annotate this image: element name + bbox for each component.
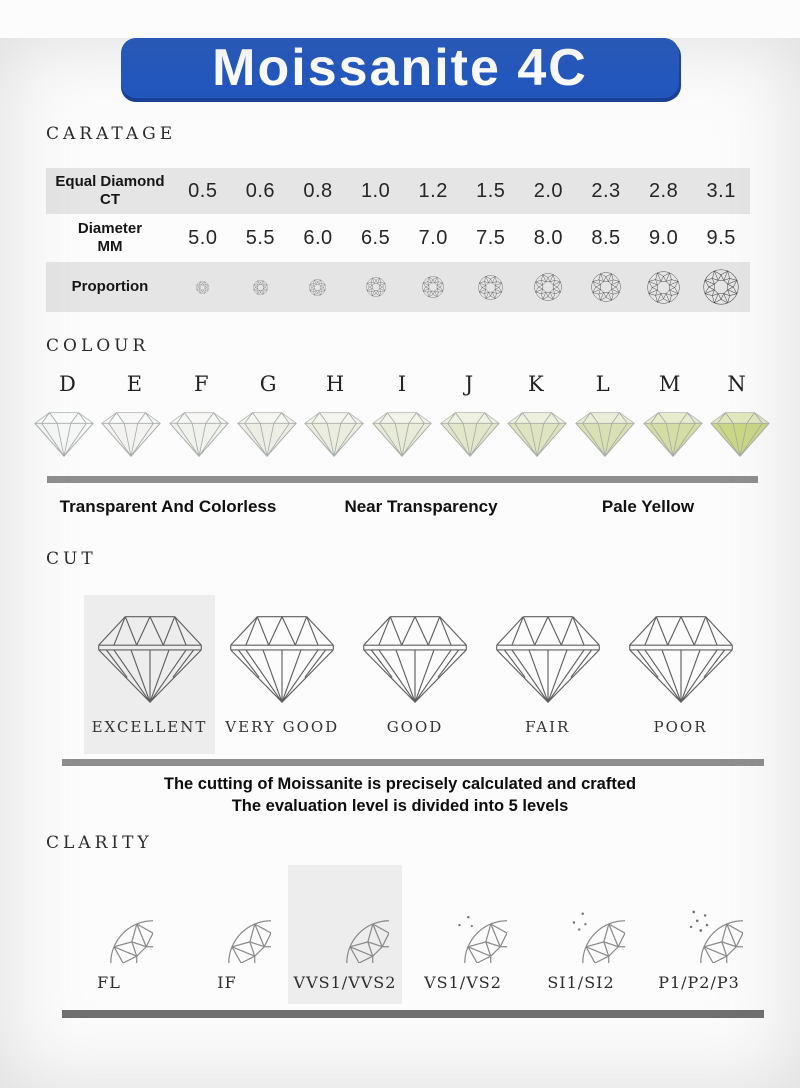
mm-value: 6.0	[303, 226, 333, 249]
clarity-grade-label: FL	[97, 972, 121, 992]
ct-value: 1.5	[476, 179, 506, 202]
cut-diagram-icon	[93, 609, 207, 706]
clarity-grade-label: VVS1/VVS2	[293, 972, 397, 992]
mm-value: 5.0	[188, 226, 218, 249]
proportion-diamond-icon	[703, 269, 739, 305]
cut-grade-row	[84, 595, 746, 754]
cut-grade-label: VERY GOOD	[225, 718, 340, 736]
cut-divider-bar	[62, 759, 764, 766]
colour-gem-icon	[100, 408, 162, 460]
colour-grade: M	[658, 372, 681, 396]
cut-diagram-icon	[491, 609, 605, 706]
table-row-ct	[46, 168, 750, 214]
colour-grade: F	[193, 372, 209, 396]
ct-value: 1.2	[418, 179, 448, 202]
clarity-cell-if	[170, 865, 284, 1004]
inclusion-dots	[573, 912, 587, 930]
proportion-diamond-icon	[366, 277, 386, 297]
colour-gem-icon	[642, 408, 704, 460]
clarity-grade-row	[52, 865, 756, 1004]
proportion-diamond-icon	[422, 276, 444, 298]
caratage-heading: CARATAGE	[46, 124, 177, 144]
cut-cell-good	[350, 595, 481, 754]
clarity-diagram-icon	[301, 875, 389, 963]
cut-diagram-icon	[624, 609, 738, 706]
mm-value: 8.0	[533, 226, 564, 249]
colour-group-labels	[0, 497, 800, 521]
clarity-cell-vs	[406, 865, 520, 1004]
clarity-diagram-icon	[419, 875, 507, 963]
clarity-diagram-icon	[655, 875, 743, 963]
ct-value: 2.8	[648, 179, 679, 202]
clarity-cell-p	[642, 865, 756, 1004]
mm-value: 7.5	[476, 226, 506, 249]
row-label-ct: Equal Diamond CT	[55, 173, 165, 208]
cut-grade-label: GOOD	[386, 718, 444, 736]
cut-note-line1: The cutting of Moissanite is precisely calculated and crafted	[163, 775, 637, 793]
clarity-heading: CLARITY	[46, 832, 153, 853]
inclusion-dots	[458, 916, 473, 927]
clarity-grade-label: VS1/VS2	[424, 972, 502, 992]
clarity-cell-vvs	[288, 865, 402, 1004]
ct-value: 0.8	[303, 179, 333, 202]
clarity-diagram-icon	[65, 875, 153, 963]
proportion-diamond-icon	[534, 273, 562, 301]
table-row-mm	[46, 214, 750, 262]
colour-gem-row	[30, 408, 774, 460]
inclusion-dots	[690, 910, 708, 931]
cut-grade-label: FAIR	[525, 718, 571, 736]
mm-value: 8.5	[591, 226, 621, 249]
colour-grade: G	[259, 372, 277, 396]
caratage-table	[46, 168, 750, 312]
cut-note	[0, 773, 800, 818]
clarity-grade-label: P1/P2/P3	[658, 972, 740, 992]
cut-diagram-icon	[225, 609, 339, 706]
colour-grade: D	[59, 372, 76, 396]
colour-divider-bar	[47, 476, 758, 483]
ct-value: 2.0	[533, 179, 564, 202]
colour-gem-icon	[303, 408, 365, 460]
colour-grade: H	[325, 372, 345, 396]
cut-grade-label: POOR	[653, 718, 708, 736]
colour-gem-icon	[371, 408, 433, 460]
colour-grade-letters	[34, 372, 770, 396]
colour-grade: E	[126, 372, 143, 396]
colour-gem-icon	[236, 408, 298, 460]
colour-gem-icon	[439, 408, 501, 460]
ct-value: 3.1	[706, 179, 736, 202]
mm-value: 9.5	[706, 226, 736, 249]
colour-group-label: Near Transparency	[344, 497, 498, 516]
colour-group-label: Pale Yellow	[601, 497, 695, 516]
cut-grade-label: EXCELLENT	[91, 718, 208, 736]
colour-grade: J	[464, 372, 474, 396]
colour-grade: I	[397, 372, 407, 396]
colour-gem-icon	[506, 408, 568, 460]
clarity-cell-fl	[52, 865, 166, 1004]
proportion-diamond-icon	[196, 281, 209, 294]
colour-group-label: Transparent And Colorless	[59, 497, 277, 516]
colour-gem-icon	[33, 408, 95, 460]
cut-cell-fair	[482, 595, 613, 754]
mm-value: 6.5	[360, 226, 391, 249]
clarity-diagram-icon	[183, 875, 271, 963]
ct-value: 2.3	[591, 179, 621, 202]
ct-value: 0.5	[188, 179, 218, 202]
title-banner	[121, 38, 679, 98]
clarity-cell-si	[524, 865, 638, 1004]
colour-gem-icon	[709, 408, 771, 460]
proportion-diamond-icon	[591, 272, 621, 302]
bottom-divider-bar	[62, 1010, 764, 1018]
table-row-proportion	[46, 262, 750, 312]
cut-diagram-icon	[358, 609, 472, 706]
cut-cell-very-good	[217, 595, 348, 754]
proportion-diamond-icon	[647, 271, 680, 304]
mm-value: 9.0	[648, 226, 679, 249]
mm-value: 7.0	[418, 226, 448, 249]
proportion-diamond-icon	[253, 280, 268, 295]
proportion-diamond-icon	[309, 279, 326, 296]
row-label-mm: Diameter MM	[77, 220, 143, 255]
colour-grade: L	[595, 372, 610, 396]
cut-note-line2: The evaluation level is divided into 5 levels	[231, 797, 569, 816]
cut-cell-excellent	[84, 595, 215, 754]
proportion-diamond-icon	[478, 275, 503, 300]
colour-gem-icon	[168, 408, 230, 460]
colour-heading: COLOUR	[46, 336, 150, 356]
clarity-grade-label: SI1/SI2	[547, 972, 615, 992]
ct-value: 1.0	[360, 179, 391, 202]
cut-cell-poor	[615, 595, 746, 754]
page-title: Moissanite 4C	[212, 39, 588, 97]
colour-grade: N	[727, 372, 746, 396]
mm-value: 5.5	[245, 226, 276, 249]
ct-value: 0.6	[245, 179, 276, 202]
row-label-proportion: Proportion	[71, 278, 149, 295]
colour-grade: K	[527, 372, 544, 396]
clarity-grade-label: IF	[217, 972, 237, 992]
colour-gem-icon	[574, 408, 636, 460]
clarity-diagram-icon	[537, 875, 625, 963]
cut-heading: CUT	[46, 549, 97, 569]
